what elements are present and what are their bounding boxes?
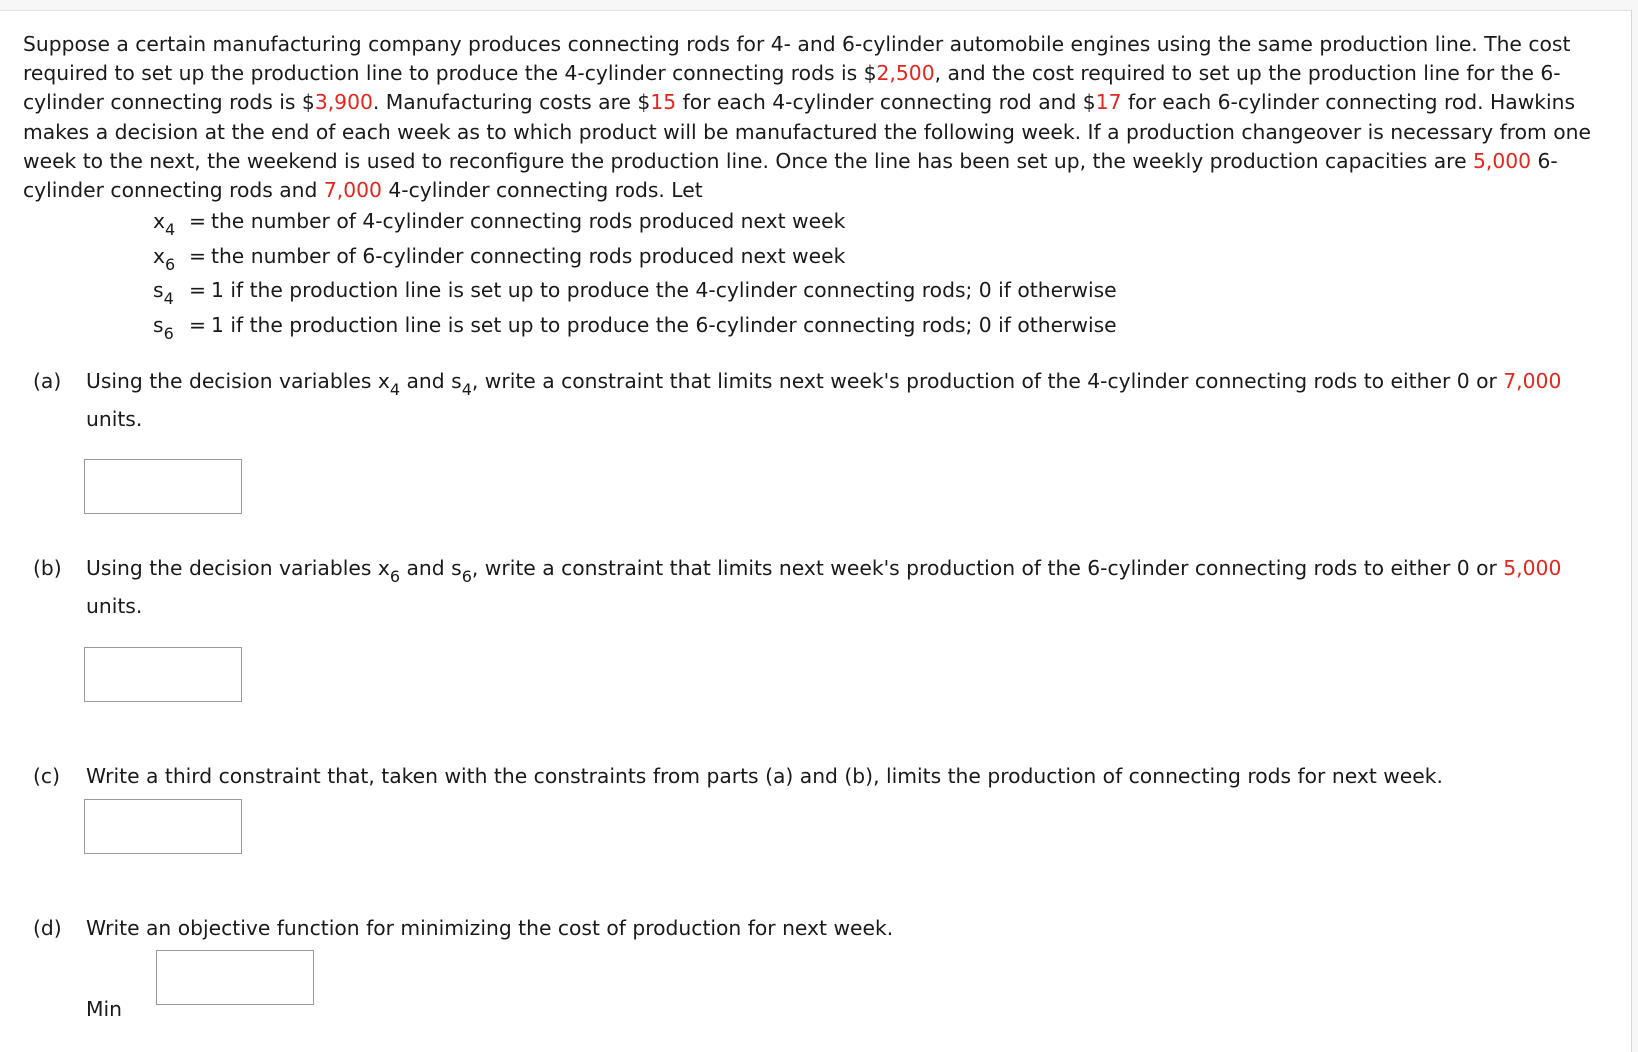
- definition-s4: [153, 276, 1117, 306]
- min-label: Min: [86, 997, 122, 1021]
- capacity-4: 7,000: [323, 178, 382, 203]
- part-c-prompt: Write a third constraint that, taken with the constraints from parts (a) and (b), limits the production of connecting rods for next week.: [86, 764, 1443, 788]
- problem-statement: [23, 30, 1613, 205]
- variable-symbol: s: [451, 556, 462, 580]
- prompt-text: , write a constraint that limits next week's production of the 4-cylinder connecting rods to either 0 or: [471, 369, 1504, 393]
- part-b-label: (b): [33, 556, 62, 580]
- variable-subscript: 6: [165, 255, 176, 274]
- setup-cost-6: 3,900: [314, 90, 373, 115]
- intro-text: for each 4-cylinder connecting rod and $: [676, 90, 1096, 115]
- variable-subscript: 4: [165, 220, 176, 239]
- capacity-limit: 5,000: [1503, 556, 1562, 580]
- variable-subscript: 6: [461, 567, 472, 586]
- definition-text: the number of 6-cylinder connecting rods produced next week: [211, 244, 846, 268]
- variable-subscript: 6: [163, 324, 174, 343]
- part-c-answer-input[interactable]: [84, 799, 242, 854]
- intro-text: Suppose a certain manufacturing company produces connecting rods for 4- and 6-cylinder automobile engines using the same production line. The cost required to set up the production line to produce the 4-cylinder connecting rods is $: [23, 32, 1571, 86]
- intro-text: . Manufacturing costs are $: [372, 90, 651, 115]
- definition-x6: [153, 242, 845, 272]
- prompt-text: Using the decision variables: [86, 556, 378, 580]
- variable-subscript: 6: [389, 567, 401, 586]
- equals-sign: =: [189, 244, 206, 268]
- variable-symbol: x: [377, 556, 390, 580]
- equals-sign: =: [189, 313, 206, 337]
- part-d-answer-input[interactable]: [156, 950, 314, 1005]
- unit-cost-4: 15: [650, 90, 677, 115]
- part-a-answer-input[interactable]: [84, 459, 242, 514]
- variable-subscript: 4: [163, 289, 174, 308]
- question-panel: [0, 10, 1632, 1052]
- capacity-limit: 7,000: [1503, 369, 1562, 393]
- setup-cost-4: 2,500: [876, 61, 935, 86]
- variable-symbol: x: [153, 209, 166, 233]
- definition-x4: [153, 207, 845, 237]
- intro-text: , and the cost required to set up the production line for the 6-cylinder connecting rods is $: [23, 61, 1561, 115]
- part-d-label: (d): [33, 916, 62, 940]
- intro-text: for each 6-cylinder connecting rod. Hawkins makes a decision at the end of each week as to which product will be manufactured the following week. If a production changeover is necessary from one week to the next, the weekend is used to reconfigure the production line. Once the line has been set up, the weekly production capacities are: [23, 90, 1591, 173]
- definition-text: 1 if the production line is set up to produce the 4-cylinder connecting rods; 0 if otherwise: [211, 278, 1117, 302]
- variable-symbol: x: [153, 244, 166, 268]
- variable-symbol: s: [153, 278, 164, 302]
- prompt-text: and: [400, 556, 452, 580]
- prompt-text: Using the decision variables: [86, 369, 378, 393]
- part-b-answer-input[interactable]: [84, 647, 242, 702]
- intro-text: 6-cylinder connecting rods and: [23, 148, 1558, 203]
- variable-symbol: x: [377, 369, 390, 393]
- part-c-label: (c): [33, 764, 60, 788]
- variable-subscript: 4: [389, 380, 401, 399]
- prompt-text: units.: [86, 594, 143, 618]
- equals-sign: =: [189, 209, 206, 233]
- equals-sign: =: [189, 278, 206, 302]
- prompt-text: units.: [86, 407, 143, 431]
- definition-s6: [153, 311, 1117, 341]
- variable-symbol: s: [153, 313, 164, 337]
- variable-subscript: 4: [461, 380, 472, 399]
- definition-text: the number of 4-cylinder connecting rods produced next week: [211, 209, 846, 233]
- variable-symbol: s: [451, 369, 462, 393]
- part-d-prompt: Write an objective function for minimizing the cost of production for next week.: [86, 916, 894, 940]
- intro-text: 4-cylinder connecting rods. Let: [381, 178, 703, 203]
- part-b-prompt: [86, 550, 1606, 624]
- capacity-6: 5,000: [1473, 148, 1532, 173]
- part-a-label: (a): [33, 369, 62, 393]
- prompt-text: and: [400, 369, 452, 393]
- definition-text: 1 if the production line is set up to produce the 6-cylinder connecting rods; 0 if otherwise: [211, 313, 1117, 337]
- prompt-text: , write a constraint that limits next week's production of the 6-cylinder connecting rods to either 0 or: [471, 556, 1504, 580]
- part-a-prompt: [86, 363, 1606, 437]
- unit-cost-6: 17: [1095, 90, 1122, 115]
